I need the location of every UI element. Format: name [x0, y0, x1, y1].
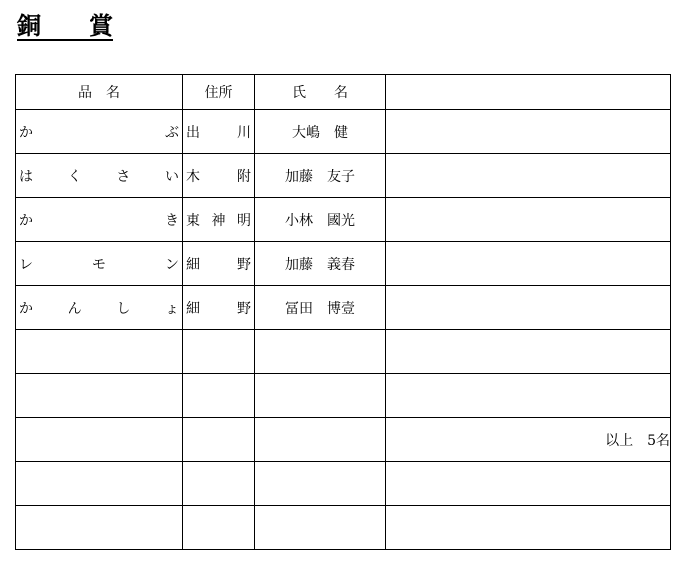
remarks-cell [386, 330, 671, 374]
item-char: か [19, 300, 33, 317]
item-cell [16, 462, 183, 506]
name-cell [255, 506, 386, 550]
table-row [16, 154, 671, 198]
item-cell [16, 374, 183, 418]
page-title: 銅 賞 [17, 12, 113, 40]
address-char: 細 [186, 256, 200, 273]
header-address: 住所 [183, 75, 255, 110]
address-char: 明 [237, 212, 251, 229]
address-char: 出 [186, 124, 200, 141]
name-cell: 加藤 友子 [255, 154, 386, 198]
address-char: 野 [237, 300, 251, 317]
header-name: 氏 名 [255, 75, 386, 110]
remarks-cell [386, 198, 671, 242]
table-row [16, 506, 671, 550]
name-cell [255, 462, 386, 506]
item-char: さ [116, 168, 131, 185]
table-row [16, 330, 671, 374]
remarks-cell [386, 154, 671, 198]
item-char: ン [165, 256, 179, 273]
item-cell [16, 154, 183, 198]
name-cell: 加藤 義春 [255, 242, 386, 286]
item-char: き [165, 212, 179, 229]
address-text [183, 298, 254, 318]
item-char: ょ [164, 300, 179, 317]
item-char: ぶ [165, 124, 179, 141]
address-cell [183, 374, 255, 418]
award-table [15, 74, 671, 550]
table-row [16, 110, 671, 154]
address-char: 細 [186, 300, 200, 317]
item-char: ん [67, 300, 82, 317]
name-cell [255, 374, 386, 418]
address-char: 附 [237, 168, 251, 185]
address-cell [183, 418, 255, 462]
address-text [183, 166, 254, 186]
item-char: い [164, 168, 179, 185]
remarks-cell [386, 286, 671, 330]
address-cell [183, 242, 255, 286]
address-char: 神 [211, 212, 226, 229]
item-cell [16, 286, 183, 330]
item-cell [16, 242, 183, 286]
table-body [16, 110, 671, 550]
item-char: モ [92, 256, 106, 273]
address-cell [183, 462, 255, 506]
address-char: 野 [237, 256, 251, 273]
item-cell [16, 198, 183, 242]
header-item: 品 名 [16, 75, 183, 110]
table-row [16, 374, 671, 418]
remarks-cell [386, 462, 671, 506]
item-cell [16, 506, 183, 550]
address-text [183, 254, 254, 274]
table-header-row [16, 75, 671, 110]
remarks-cell [386, 242, 671, 286]
table-row [16, 286, 671, 330]
address-cell [183, 110, 255, 154]
remarks-cell: 以上 5名 [386, 418, 671, 462]
item-char: か [19, 212, 33, 229]
address-cell [183, 506, 255, 550]
address-char: 東 [186, 212, 200, 229]
header-remarks [386, 75, 671, 110]
address-cell [183, 286, 255, 330]
remarks-cell [386, 506, 671, 550]
address-cell [183, 154, 255, 198]
item-cell [16, 418, 183, 462]
address-char: 木 [186, 168, 200, 185]
item-char: し [116, 300, 131, 317]
name-cell: 小林 國光 [255, 198, 386, 242]
table-row [16, 198, 671, 242]
item-cell [16, 110, 183, 154]
remarks-cell [386, 374, 671, 418]
name-cell: 大嶋 健 [255, 110, 386, 154]
item-char: か [19, 124, 33, 141]
name-cell [255, 418, 386, 462]
item-char: レ [19, 256, 33, 273]
address-cell [183, 198, 255, 242]
item-cell [16, 330, 183, 374]
item-text [16, 254, 182, 274]
address-text [183, 210, 254, 230]
item-char: は [19, 168, 33, 185]
remarks-cell [386, 110, 671, 154]
table-row [16, 418, 671, 462]
item-text [16, 122, 182, 142]
table-row [16, 242, 671, 286]
address-char: 川 [237, 124, 251, 141]
address-text [183, 122, 254, 142]
item-text [16, 298, 182, 318]
address-cell [183, 330, 255, 374]
item-char: く [67, 168, 82, 185]
item-text [16, 166, 182, 186]
item-text [16, 210, 182, 230]
name-cell: 冨田 博壹 [255, 286, 386, 330]
table-row [16, 462, 671, 506]
name-cell [255, 330, 386, 374]
